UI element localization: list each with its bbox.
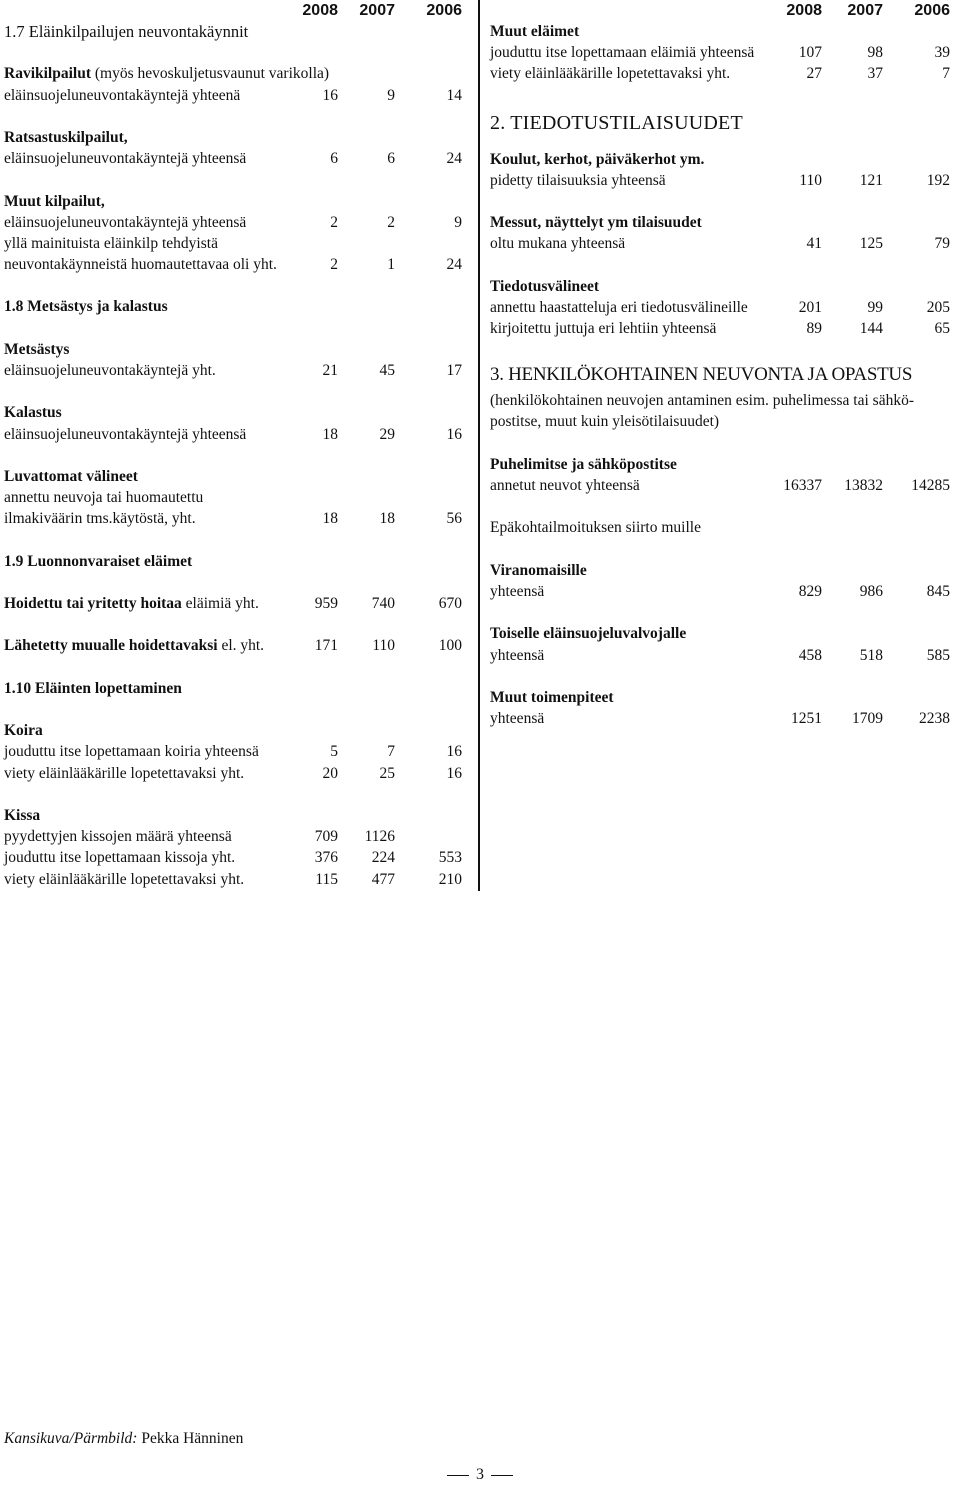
tiedotusvalineet-heading: Tiedotusvälineet — [490, 277, 600, 295]
year-2006: 2006 — [914, 2, 950, 19]
muut-elaimet-row: jouduttu itse lopettamaan eläimiä yhteensä 107 98 39 — [490, 44, 950, 62]
lahetetty-suffix: el. yht. — [217, 637, 265, 655]
koira-row: jouduttu itse lopettamaan koiria yhteensä 5 7 16 — [4, 743, 462, 761]
cover-credit-name: Pekka Hänninen — [137, 1430, 244, 1447]
koira-heading: Koira — [4, 722, 43, 740]
year-2007: 2007 — [359, 2, 395, 19]
cover-credit-label: Kansikuva/Pärmbild: — [4, 1430, 138, 1447]
lahetetty-label: Lähetetty muualle hoidettavaksi — [4, 637, 218, 655]
section-3-title: 3. HENKILÖKOHTAINEN NEUVONTA JA OPASTUS — [490, 364, 913, 386]
kissa-row: jouduttu itse lopettamaan kissoja yht. 376 224 553 — [4, 849, 462, 867]
luvattomat-line: annettu neuvoja tai huomautettu — [4, 489, 204, 507]
puhelimitse-row: annetut neuvot yhteensä 16337 13832 14285 — [490, 477, 950, 494]
section-3-note: postitse, muut kuin yleisötilaisuudet) — [490, 413, 720, 431]
section-3-note: (henkilökohtainen neuvojen antaminen esim. puhelimessa tai sähkö- — [490, 392, 914, 410]
metsastys-heading: Metsästys — [4, 340, 70, 358]
messut-heading: Messut, näyttelyt ym tilaisuudet — [490, 214, 702, 232]
epakohtailmoitus-line: Epäkohtailmoituksen siirto muille — [490, 519, 701, 537]
muut-toimenpiteet-row: yhteensä 1251 1709 2238 — [490, 710, 950, 728]
kissa-heading: Kissa — [4, 806, 41, 824]
left-column — [4, 0, 466, 890]
viranomaisille-heading: Viranomaisille — [490, 561, 587, 579]
year-2008: 2008 — [302, 2, 338, 19]
muut-kilpailut-heading: Muut kilpailut, — [4, 192, 105, 210]
year-2006: 2006 — [426, 2, 462, 19]
muut-elaimet-row: viety eläinlääkärille lopetettavaksi yht. 27 37 7 — [490, 65, 950, 83]
koulut-heading: Koulut, kerhot, päiväkerhot ym. — [490, 150, 705, 168]
section-1-7-title: 1.7 Eläinkilpailujen neuvontakäynnit — [4, 22, 249, 41]
ravikilpailut-label: Ravikilpailut — [4, 65, 91, 83]
hoidettu-suffix: eläimiä yht. — [181, 595, 259, 613]
right-column — [490, 0, 952, 729]
luvattomat-heading: Luvattomat välineet — [4, 467, 138, 485]
right-year-header — [490, 0, 952, 21]
muut-elaimet-heading: Muut eläimet — [490, 23, 580, 40]
kissa-row: viety eläinlääkärille lopetettavaksi yht. 115 477 210 — [4, 870, 462, 888]
year-2008: 2008 — [786, 2, 822, 19]
section-2-title: 2. TIEDOTUSTILAISUUDET — [490, 111, 743, 134]
page-number-value: 3 — [476, 1466, 484, 1483]
koira-row: viety eläinlääkärille lopetettavaksi yht. 20 25 16 — [4, 764, 462, 782]
kissa-row: pyydettyjen kissojen määrä yhteensä 709 1126 — [4, 828, 395, 846]
tiedotusvalineet-row: kirjoitettu juttuja eri lehtiin yhteensä 89 144 65 — [490, 320, 950, 338]
puhelimitse-heading: Puhelimitse ja sähköpostitse — [490, 455, 677, 473]
lahetetty-row: Lähetetty muualle hoidettavaksi el. yht. 171 110 100 — [4, 637, 462, 655]
koulut-row: pidetty tilaisuuksia yhteensä 110 121 192 — [490, 171, 950, 189]
dash-right — [491, 1475, 513, 1476]
muut-kilpailut-row: eläinsuojeluneuvontakäyntejä yhteensä 2 2 9 — [4, 213, 462, 231]
column-divider — [478, 0, 480, 891]
section-1-10-title: 1.10 Eläinten lopettaminen — [4, 679, 182, 697]
toiselle-heading: Toiselle eläinsuojeluvalvojalle — [490, 625, 687, 643]
section-1-9-title: 1.9 Luonnonvaraiset eläimet — [4, 552, 193, 570]
ylla-line: yllä mainituista eläinkilp tehdyistä — [4, 234, 218, 252]
luvattomat-row: ilmakiväärin tms.käytöstä, yht. 18 18 56 — [4, 510, 462, 528]
ravikilpailut-row: eläinsuojeluneuvontakäyntejä yhteenä 16 9 14 — [4, 86, 462, 104]
kalastus-row: eläinsuojeluneuvontakäyntejä yhteensä 18 29 16 — [4, 425, 462, 443]
ylla-row: neuvontakäynneistä huomautettavaa oli yht. 2 1 24 — [4, 256, 462, 274]
ratsastus-heading: Ratsastuskilpailut, — [4, 128, 128, 146]
page-number — [0, 1464, 960, 1485]
hoidettu-row: Hoidettu tai yritetty hoitaa eläimiä yht. 959 740 670 — [4, 595, 462, 613]
messut-row: oltu mukana yhteensä 41 125 79 — [490, 235, 950, 253]
toiselle-row: yhteensä 458 518 585 — [490, 646, 950, 664]
ravikilpailut-heading — [4, 63, 466, 84]
year-2007: 2007 — [847, 2, 883, 19]
section-1-8-title: 1.8 Metsästys ja kalastus — [4, 298, 168, 316]
dash-left — [447, 1475, 469, 1476]
metsastys-row: eläinsuojeluneuvontakäyntejä yht. 21 45 17 — [4, 362, 462, 379]
left-year-header — [4, 0, 466, 21]
ravikilpailut-note: (myös hevoskuljetusvaunut varikolla) — [91, 65, 330, 83]
kalastus-heading: Kalastus — [4, 404, 62, 422]
viranomaisille-row: yhteensä 829 986 845 — [490, 582, 950, 600]
cover-credit — [4, 1428, 243, 1449]
tiedotusvalineet-row: annettu haastatteluja eri tiedotusvälineille 201 99 205 — [490, 298, 950, 316]
hoidettu-label: Hoidettu tai yritetty hoitaa — [4, 595, 182, 613]
ratsastus-row: eläinsuojeluneuvontakäyntejä yhteensä 6 6 24 — [4, 150, 462, 168]
muut-toimenpiteet-heading: Muut toimenpiteet — [490, 688, 614, 706]
